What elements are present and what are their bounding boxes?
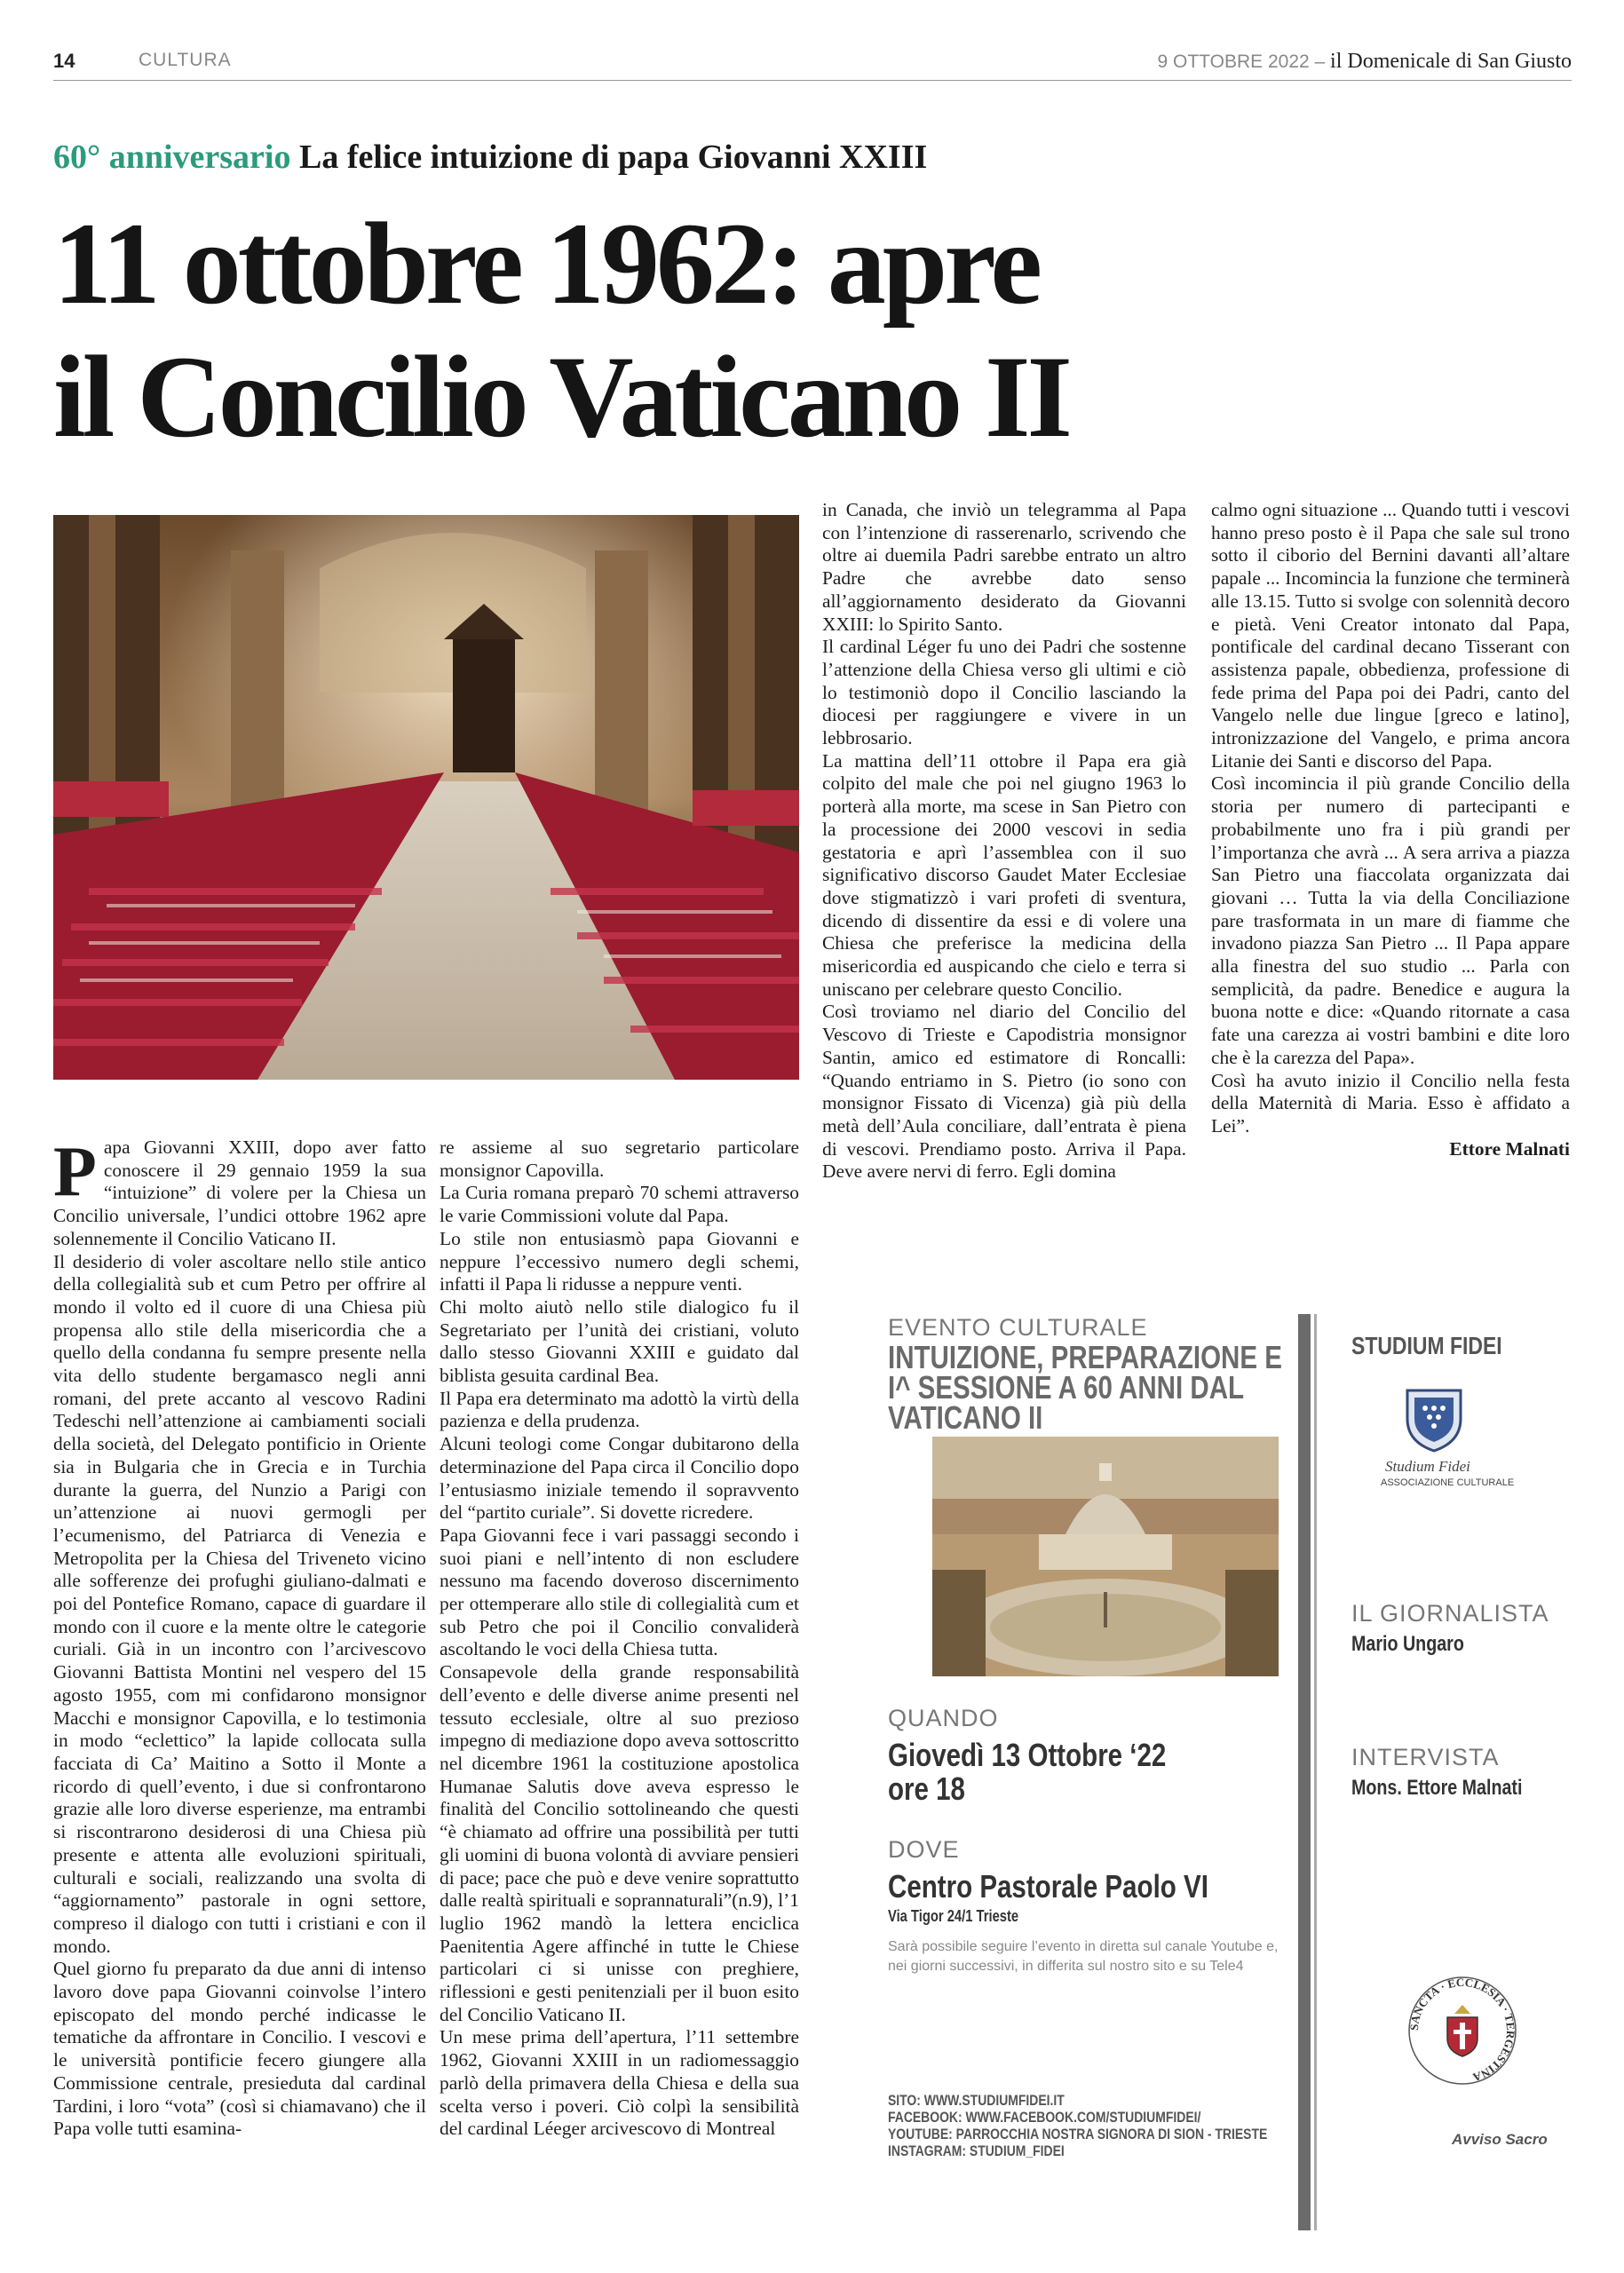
org-name: STUDIUM FIDEI — [1351, 1332, 1502, 1359]
paragraph: Papa Giovanni fece i vari passaggi secondo i suoi piani e nell’intento di non escludere nessuno ma facendo doveroso discernimento per ottemperare allo stile di collegialità cum et sub Petro che poi il Concilio convaliderà ascoltando le voci della Chiesa tutta. — [440, 1524, 799, 1660]
journalist-name: Mario Ungaro — [1351, 1632, 1464, 1656]
studium-fidei-shield-icon — [1398, 1383, 1470, 1454]
paragraph: Un mese prima dell’apertura, l’11 settembre 1962, Giovanni XXIII in un radiomessaggio parlò della primavera della Chiesa e della sua scelta verso i poveri. Ciò colpì la sensibilità del cardinal Léeger arcivescovo di Montreal — [440, 2026, 799, 2140]
article-column-3 — [822, 499, 1186, 1184]
paragraph: Lo stile non entusiasmò papa Giovanni e neppure l’eccessivo numero degli schemi, infatti il Papa li ridusse a neppure venti. — [440, 1227, 799, 1295]
contact-links — [888, 2092, 1267, 2159]
paragraph: Quel giorno fu preparato da due anni di intenso lavoro dove papa Giovanni coinvolse l’intero episcopato del mondo perché indicasse le tematiche da affrontare in Concilio. I vescovi e le università pontificie fecero giungere alla Commissione centrale, presieduta dal cardinal Tardini, i loro “vota” (così si chiamavano) che il Papa volle tutti esamina- — [53, 1958, 426, 2140]
link-facebook[interactable]: FACEBOOK: WWW.FACEBOOK.COM/STUDIUMFIDEI/ — [888, 2109, 1201, 2126]
paragraph: Chi molto aiutò nello stile dialogico fu il Segretariato per l’unità dei cristiani, voluto dallo stesso Giovanni XXIII e guidato dal biblista gesuita cardinal Bea. — [440, 1295, 799, 1387]
event-date: Giovedì 13 Ottobre ‘22 — [888, 1737, 1167, 1773]
article-column-2 — [440, 1136, 799, 2141]
interviewee-name: Mons. Ettore Malnati — [1351, 1776, 1523, 1800]
publication-name: il Domenicale di San Giusto — [1330, 50, 1572, 73]
divider-bar-thin — [1314, 1314, 1317, 2230]
journalist-label: IL GIORNALISTA — [1351, 1600, 1549, 1627]
diocese-seal-icon — [1405, 1973, 1520, 2088]
org-subtitle: ASSOCIAZIONE CULTURALE — [1381, 1477, 1515, 1488]
paragraph: Così troviamo nel diario del Concilio del Vescovo di Trieste e Capodistria monsignor Santin, amico ed estimatore di Roncalli: “Quando entriamo in S. Pietro (io sono con monsignor Fissato di Vicenza) già più della metà dell’Aula conciliare, dall’entrata è piena di vescovi. Prendiamo posto. Arriva il Papa. Deve avere nervi di ferro. Egli domina — [822, 1001, 1186, 1183]
st-peters-square-image — [932, 1437, 1279, 1676]
org-logo-text: Studium Fidei — [1385, 1458, 1470, 1475]
kicker — [53, 138, 927, 177]
event-address: Via Tigor 24/1 Trieste — [888, 1907, 1019, 1925]
header-divider — [53, 80, 1572, 81]
article-column-1 — [53, 1133, 426, 2141]
event-venue: Centro Pastorale Paolo VI — [888, 1868, 1208, 1905]
paragraph: Consapevole della grande responsabilità dell’evento e delle diverse anime presenti nel tessuto ecclesiale, oltre al suo prezioso impegno di mediazione dopo aveva sottoscritto nel dicembre 1961 la costituzione apostolica Humanae Salutis dove aveva espresso le finalità del Concilio sottolineando che questi “è chiamato ad offrire una possibilità per tutti gli uomini di buona volontà di avviare pensieri di pace; pace che può e deve venire soprattutto dalle realtà spirituali e soprannaturali”(n.9), l’1 luglio 1962 mandò la lettera enciclica Paenitentia Agere affinché in tutte le Chiese particolari ci si unisse con preghiere, riflessioni e gesti penitenziali per il buon esito del Concilio Vaticano II. — [440, 1661, 799, 2025]
article-column-4 — [1211, 499, 1570, 1160]
paragraph: La Curia romana preparò 70 schemi attraverso le varie Commissioni volute dal Papa. — [440, 1182, 799, 1227]
link-site[interactable]: SITO: WWW.STUDIUMFIDEI.IT — [888, 2092, 1065, 2109]
seal-text: SANCTA · ECCLESIA · TERGESTINA — [1406, 1975, 1518, 2085]
sacred-notice: Avviso Sacro — [1452, 2131, 1548, 2148]
page-header — [53, 46, 1572, 78]
streaming-note: Sarà possibile seguire l’evento in diretta sul canale Youtube e, nei giorni successivi, in differita sul nostro sito e su Tele4 — [888, 1939, 1279, 1974]
where-label: DOVE — [888, 1836, 960, 1863]
headline-line-1: 11 ottobre 1962: apre — [53, 198, 1039, 329]
council-photo — [53, 515, 799, 1080]
link-instagram[interactable]: INSTAGRAM: STUDIUM_FIDEI — [888, 2142, 1065, 2159]
kicker-text: La felice intuizione di papa Giovanni XXIII — [298, 139, 928, 176]
paragraph: Alcuni teologi come Congar dubitarono della determinazione del Papa circa il Concilio dopo l’entusiasmo iniziale temendo il sopravvento del “partito curiale”. Si dovette ricredere. — [440, 1433, 799, 1524]
interview-label: INTERVISTA — [1351, 1744, 1500, 1770]
paragraph: calmo ogni situazione ... Quando tutti i vescovi hanno preso posto è il Papa che sale sul trono sotto il ciborio del Bernini davanti all’altare papale ... Incomincia la funzione che terminerà alle 13.15. Tutto si svolge con solennità decoro e pietà. Veni Creator intonato dal Papa, pontificale del cardinal decano Tisserant con assistenza papale, obbedienza, professione di fede prima del Papa poi dei Padri, canto del Vangelo nelle due lingue [greco e latino], intronizzazione del Vangelo, e prima ancora Litanie dei Santi e discorso del Papa. — [1211, 499, 1570, 772]
issue-date: 9 OTTOBRE 2022 – — [1157, 51, 1326, 72]
event-type-label: EVENTO CULTURALE — [888, 1314, 1148, 1341]
event-announcement — [888, 1314, 1572, 2230]
headline-line-2: il Concilio Vaticano II — [53, 331, 1069, 462]
paragraph: Così incomincia il più grande Concilio della storia per numero di partecipanti e probabilmente uno fra i più grandi per l’importanza che avrà ... A sera arriva a piazza San Pietro una fiaccolata organizzata dai giovani … Tutta la via della Conciliazione pare trasformata in un mare di fiamme che invadono piazza San Pietro ... Il Papa appare alla finestra del suo studio ... Parla con semplicità, da padre. Benedice e augura la buona notte e dice: «Quando ritornate a casa fate una carezza ai vostri bambini e dite loro che è la carezza del Papa». — [1211, 772, 1570, 1068]
paragraph: re assieme al suo segretario particolare monsignor Capovilla. — [440, 1136, 799, 1181]
masthead-date — [1157, 50, 1572, 74]
event-time: ore 18 — [888, 1770, 965, 1807]
author-signature: Ettore Malnati — [1449, 1137, 1570, 1160]
link-youtube[interactable]: YOUTUBE: PARROCCHIA NOSTRA SIGNORA DI SION - TRIESTE — [888, 2126, 1268, 2142]
page-number: 14 — [53, 50, 75, 72]
paragraph: in Canada, che inviò un telegramma al Papa con l’intenzione di rasserenarlo, scrivendo che oltre ai duemila Padri sarebbe entrato un altro Padre che avrebbe dato senso all’aggiornamento desiderato da Giovanni XXIII: lo Spirito Santo. — [822, 499, 1186, 635]
paragraph: Il desiderio di voler ascoltare nello stile antico della collegialità sub et cum Petro per offrire al mondo il volto ed il cuore di una Chiesa più propensa allo stile della misericordia che a quello della condanna fu sempre presente nella vita dello studente bergamasco negli anni romani, del prete accanto al vescovo Radini Tedeschi nell’attenzione ai cambiamenti sociali della società, del Delegato pontificio in Oriente sia in Bulgaria che in Grecia e in Turchia durante la guerra, del Nunzio a Parigi con un’attenzione ai nuovi germogli per l’ecumenismo, del Patriarca di Venezia e Metropolita per la Chiesa del Triveneto vicino alle sofferenze dei profughi giuliano-dalmati e poi del Pontefice Romano, capace di guardare il mondo con il cuore e la mente oltre le categorie curiali. Già in un incontro con l’arcivescovo Giovanni Battista Montini nel vespero del 15 agosto 1955, com mi confidarono monsignor Macchi e monsignor Capovilla, e lo testimonia in modo “eclettico” la lapide collocata sulla facciata di Ca’ Maitino a Sotto il Monte a ricordo di quell’evento, i due si confrontarono grazie alle loro diverse esperienze, ma entrambi si riscontrarono desiderosi di una Chiesa più presente e attenta alle evoluzioni spirituali, culturali e sociali, realizzando una svolta di “aggiornamento” pastorale in ogni settore, compreso il dialogo con tutti i cristiani e con il mondo. — [53, 1250, 426, 1957]
drop-cap: P — [53, 1133, 97, 1211]
kicker-highlight: 60° anniversario — [53, 139, 291, 176]
paragraph: Papa Giovanni XXIII, dopo aver fatto conoscere il 29 gennaio 1959 la sua “intuizione” di volere per la Chiesa un Concilio universale, l’undici ottobre 1962 apre solennemente il Concilio Vaticano II. — [53, 1133, 426, 1249]
paragraph: Così ha avuto inizio il Concilio nella festa della Maternità di Maria. Esso è affidato a Lei”. — [1211, 1069, 1570, 1136]
divider-bar — [1298, 1314, 1311, 2230]
headline — [53, 197, 1069, 463]
event-title: INTUIZIONE, PREPARAZIONE E I^ SESSIONE A 60 ANNI DAL VATICANO II — [888, 1339, 1282, 1436]
when-label: QUANDO — [888, 1705, 999, 1731]
paragraph: Il Papa era determinato ma adottò la virtù della pazienza e della prudenza. — [440, 1387, 799, 1432]
paragraph: La mattina dell’11 ottobre il Papa era già colpito del male che poi nel giugno 1963 lo porterà alla morte, ma scese in San Pietro con la processione dei 2000 vescovi in sedia gestatoria e aprì l’assemblea con il suo significativo discorso Gaudet Mater Ecclesiae dove stigmatizzò i vari profeti di sventura, dicendo di dissentire da essi e di volere una Chiesa che preferisce la medicina della misericordia ed auspicando che cielo e terra si uniscano per celebrare questo Concilio. — [822, 749, 1186, 1000]
basilica-interior-image — [53, 515, 799, 1080]
vatican-aerial-image — [932, 1437, 1279, 1676]
paragraph: Il cardinal Léger fu uno dei Padri che sostenne l’attenzione della Chiesa verso gli ultimi e ciò lo testimoniò dopo il Concilio lasciando la diocesi per raggiungere e vivere in un lebbrosario. — [822, 636, 1186, 749]
section-name: CULTURA — [139, 50, 232, 70]
